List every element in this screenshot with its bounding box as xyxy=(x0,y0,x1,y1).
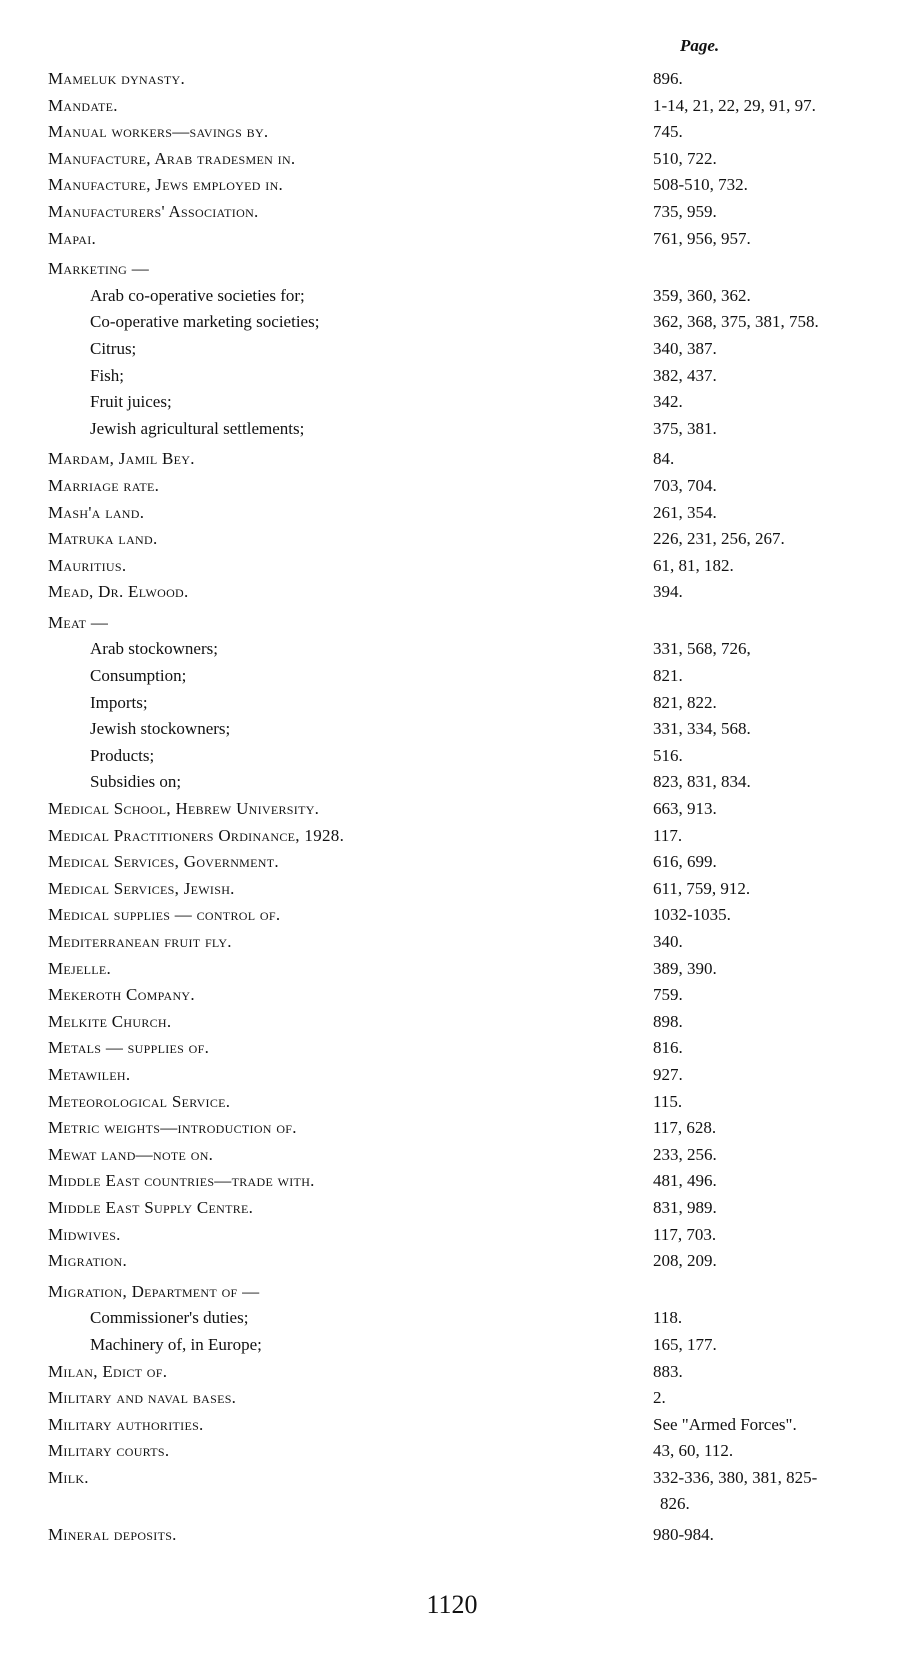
entry-term: Citrus; xyxy=(90,338,137,358)
index-entry xyxy=(0,199,904,226)
entry-page-refs: 43, 60, 112. xyxy=(653,1441,734,1461)
entry-term: Milk. xyxy=(48,1467,89,1487)
entry-term: Marketing — xyxy=(48,259,149,279)
entry-term: Mash'a land. xyxy=(48,502,145,522)
entry-page-refs: 816. xyxy=(653,1038,683,1058)
entry-page-refs: 261, 354. xyxy=(653,502,717,522)
entry-term: Jewish stockowners; xyxy=(90,719,231,739)
entry-term: Migration, Department of — xyxy=(48,1281,260,1301)
entry-term: Mineral deposits. xyxy=(48,1524,177,1544)
entry-term: Mediterranean fruit fly. xyxy=(48,932,232,951)
index-subentry xyxy=(0,336,904,363)
index-entry xyxy=(0,1279,904,1306)
index-subentry xyxy=(0,769,904,796)
index-subentry xyxy=(0,1305,904,1332)
entry-page-refs: 165, 177. xyxy=(653,1334,717,1354)
entry-page-refs-continued: 826. xyxy=(660,1493,690,1513)
index-subentry xyxy=(0,1332,904,1359)
entry-term: Military courts. xyxy=(48,1441,170,1461)
entry-term: Mauritius. xyxy=(48,555,127,575)
index-subentry xyxy=(0,309,904,336)
index-subentry xyxy=(0,416,904,443)
entry-page-refs: 980-984. xyxy=(653,1524,714,1544)
entry-page-refs: 233, 256. xyxy=(653,1144,717,1164)
entry-term: Matruka land. xyxy=(48,529,158,549)
entry-term: Fruit juices; xyxy=(90,392,172,412)
entry-page-refs: 226, 231, 256, 267. xyxy=(653,529,785,549)
entry-term: Jewish agricultural settlements; xyxy=(90,418,305,438)
entry-term: Meteorological Service. xyxy=(48,1091,231,1111)
index-subentry xyxy=(0,743,904,770)
entry-term: Migration. xyxy=(48,1251,128,1271)
entry-term: Fish; xyxy=(90,365,125,385)
index-entry xyxy=(0,1248,904,1275)
entry-page-refs: 823, 831, 834. xyxy=(653,772,751,792)
entry-page-refs: 898. xyxy=(653,1011,683,1031)
index-subentry xyxy=(0,636,904,663)
index-entry xyxy=(0,1222,904,1249)
entry-term: Manufacturers' Association. xyxy=(48,201,259,221)
entry-page-refs: 331, 568, 726, xyxy=(653,639,751,659)
entry-page-refs: 759. xyxy=(653,985,683,1005)
index-entry xyxy=(0,172,904,199)
entry-term: Mekeroth Company. xyxy=(48,985,195,1005)
index-entry xyxy=(0,876,904,903)
index-entry xyxy=(0,1522,904,1549)
entry-page-refs: 745. xyxy=(653,122,683,142)
index-entry xyxy=(0,1385,904,1412)
index-entry xyxy=(0,1035,904,1062)
entry-page-refs: 115. xyxy=(653,1091,683,1111)
index-subentry xyxy=(0,363,904,390)
index-entry xyxy=(0,1195,904,1222)
index-entry xyxy=(0,929,904,956)
index-entry xyxy=(0,119,904,146)
entry-term: Medical Practitioners Ordinance, 1928. xyxy=(48,825,345,845)
index-entry xyxy=(0,1168,904,1195)
entry-page-refs: 61, 81, 182. xyxy=(653,555,734,575)
entry-page-refs: 332-336, 380, 381, 825- xyxy=(653,1467,818,1487)
entry-term: Commissioner's duties; xyxy=(90,1308,249,1328)
entry-page-refs: 663, 913. xyxy=(653,799,717,819)
entry-term: Melkite Church. xyxy=(48,1011,172,1031)
entry-page-refs: 831, 989. xyxy=(653,1197,717,1217)
entry-page-refs: 117, 628. xyxy=(653,1118,717,1138)
entry-term: Manufacture, Arab tradesmen in. xyxy=(48,148,296,168)
entry-page-refs: 927. xyxy=(653,1064,683,1084)
entry-term: Products; xyxy=(90,745,155,765)
entry-page-refs: 611, 759, 912. xyxy=(653,878,751,898)
entry-page-refs: 375, 381. xyxy=(653,418,717,438)
entry-page-refs: 616, 699. xyxy=(653,852,717,872)
entry-page-refs: 516. xyxy=(653,745,683,765)
entry-term: Military authorities. xyxy=(48,1414,204,1434)
index-entry xyxy=(0,1115,904,1142)
index-entry xyxy=(0,146,904,173)
entry-page-refs: 84. xyxy=(653,449,675,469)
index-entry xyxy=(0,610,904,637)
entry-page-refs: 883. xyxy=(653,1361,683,1381)
index-subentry xyxy=(0,389,904,416)
entry-page-refs: 1032-1035. xyxy=(653,905,731,925)
entry-page-refs: 359, 360, 362. xyxy=(653,285,751,305)
entry-term: Arab co-operative societies for; xyxy=(90,285,305,305)
entry-term: Mardam, Jamil Bey. xyxy=(48,449,195,469)
index-entry xyxy=(0,902,904,929)
index-subentry xyxy=(0,283,904,310)
index-entry xyxy=(0,956,904,983)
index-entry xyxy=(0,93,904,120)
entry-page-refs: 331, 334, 568. xyxy=(653,719,751,739)
index-entry xyxy=(0,1142,904,1169)
entry-term: Middle East countries—trade with. xyxy=(48,1171,315,1191)
entry-page-refs: 117. xyxy=(653,825,683,845)
entry-page-refs: 2. xyxy=(653,1388,666,1408)
index-subentry xyxy=(0,690,904,717)
entry-term: Machinery of, in Europe; xyxy=(90,1334,262,1354)
index-entry xyxy=(0,256,904,283)
entry-page-refs: 508-510, 732. xyxy=(653,175,748,195)
entry-term: Subsidies on; xyxy=(90,772,182,792)
page-number: 1120 xyxy=(426,1590,478,1619)
entry-page-refs: 362, 368, 375, 381, 758. xyxy=(653,312,819,332)
entry-page-refs: 735, 959. xyxy=(653,201,717,221)
entry-page-refs: 340, 387. xyxy=(653,338,717,358)
entry-page-refs: 821, 822. xyxy=(653,692,717,712)
entry-page-refs: See "Armed Forces". xyxy=(653,1414,797,1434)
entry-page-refs: 703, 704. xyxy=(653,475,717,495)
entry-term: Mandate. xyxy=(48,95,118,115)
entry-term: Milan, Edict of. xyxy=(48,1361,168,1381)
index-entry xyxy=(0,526,904,553)
entry-page-refs: 821. xyxy=(653,666,683,686)
entry-term: Medical School, Hebrew University. xyxy=(48,799,320,819)
index-entry xyxy=(0,823,904,850)
index-entry xyxy=(0,553,904,580)
index-entry xyxy=(0,579,904,606)
index-entries xyxy=(0,66,904,1548)
index-subentry xyxy=(0,716,904,743)
index-entry xyxy=(0,849,904,876)
entry-term: Mejelle. xyxy=(48,958,112,978)
index-entry xyxy=(0,1062,904,1089)
index-entry xyxy=(0,226,904,253)
index-entry xyxy=(0,1359,904,1386)
entry-page-refs: 117, 703. xyxy=(653,1224,717,1244)
entry-term: Medical Services, Jewish. xyxy=(48,878,235,898)
index-entry xyxy=(0,1009,904,1036)
entry-term: Metals — supplies of. xyxy=(48,1038,210,1058)
index-entry xyxy=(0,1412,904,1439)
index-entry xyxy=(0,1089,904,1116)
index-entry xyxy=(0,66,904,93)
entry-term: Mead, Dr. Elwood. xyxy=(48,582,189,602)
page-column-header: Page. xyxy=(680,36,720,55)
entry-term: Co-operative marketing societies; xyxy=(90,312,320,332)
entry-page-refs: 510, 722. xyxy=(653,148,717,168)
entry-term: Marriage rate. xyxy=(48,475,160,495)
entry-term: Imports; xyxy=(90,692,148,712)
entry-page-refs: 761, 956, 957. xyxy=(653,228,751,248)
entry-term: Medical supplies — control of. xyxy=(48,905,281,925)
entry-page-refs: 118. xyxy=(653,1308,683,1328)
entry-term: Mameluk dynasty. xyxy=(48,69,186,88)
entry-term: Meat — xyxy=(48,612,109,632)
index-entry xyxy=(0,1438,904,1465)
entry-term: Midwives. xyxy=(48,1224,121,1244)
entry-term: Metric weights—introduction of. xyxy=(48,1118,297,1138)
entry-term: Medical Services, Government. xyxy=(48,852,279,872)
index-entry xyxy=(0,982,904,1009)
index-entry xyxy=(0,1465,904,1518)
entry-term: Manual workers—savings by. xyxy=(48,122,269,142)
entry-page-refs: 394. xyxy=(653,582,683,602)
entry-page-refs: 208, 209. xyxy=(653,1251,717,1271)
entry-term: Middle East Supply Centre. xyxy=(48,1197,254,1217)
entry-page-refs: 389, 390. xyxy=(653,958,717,978)
entry-term: Metawileh. xyxy=(48,1064,131,1084)
index-entry xyxy=(0,500,904,527)
entry-term: Military and naval bases. xyxy=(48,1388,237,1408)
entry-page-refs: 896. xyxy=(653,69,683,88)
entry-page-refs: 342. xyxy=(653,392,683,412)
index-subentry xyxy=(0,663,904,690)
index-entry xyxy=(0,446,904,473)
entry-term: Mewat land—note on. xyxy=(48,1144,214,1164)
entry-term: Arab stockowners; xyxy=(90,639,218,659)
entry-page-refs: 481, 496. xyxy=(653,1171,717,1191)
index-entry xyxy=(0,796,904,823)
entry-term: Manufacture, Jews employed in. xyxy=(48,175,284,195)
entry-term: Consumption; xyxy=(90,666,187,686)
entry-term: Mapai. xyxy=(48,228,97,248)
entry-page-refs: 382, 437. xyxy=(653,365,717,385)
entry-page-refs: 340. xyxy=(653,932,683,951)
index-entry xyxy=(0,473,904,500)
entry-page-refs: 1-14, 21, 22, 29, 91, 97. xyxy=(653,95,816,115)
